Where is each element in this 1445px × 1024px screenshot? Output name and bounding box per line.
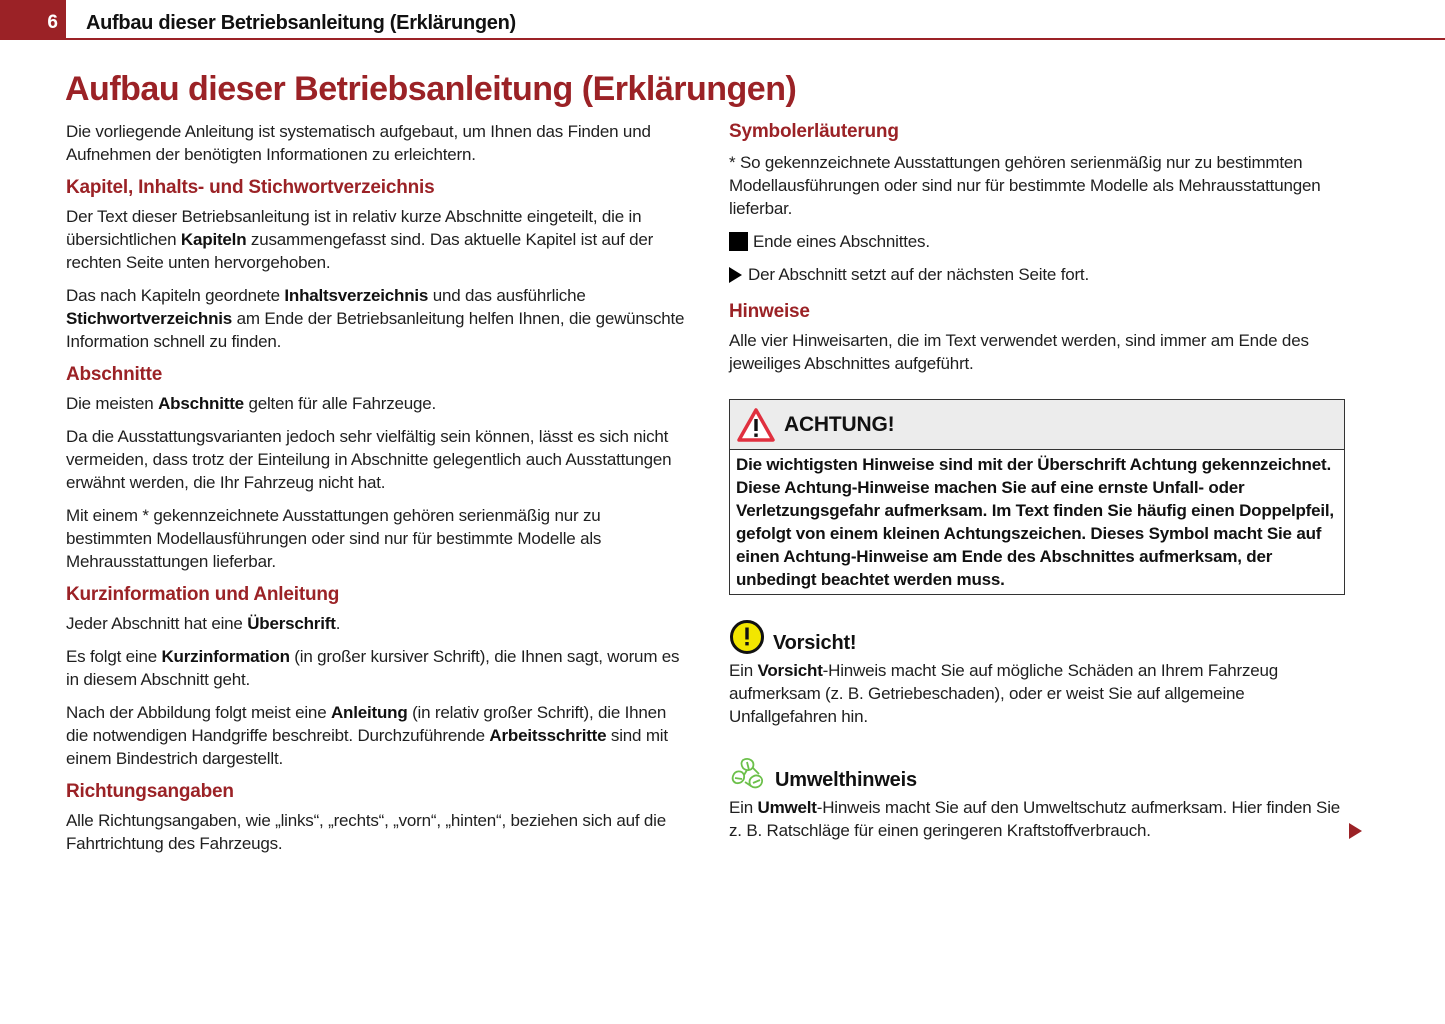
warning-triangle-icon: [736, 407, 776, 443]
kapitel-paragraph-2: Das nach Kapiteln geordnete Inhaltsverzeichnis und das ausführliche Stichwortverzeichnis am Ende der Betriebsanleitung helfen Ihnen, die gewünschte Information schnell zu finden.: [66, 286, 685, 351]
right-column: [729, 120, 1349, 852]
running-header-title: Aufbau dieser Betriebsanleitung (Erklärungen): [86, 12, 516, 34]
abschnitte-paragraph-2: Da die Ausstattungsvarianten jedoch sehr vielfältig sein können, lässt es sich nicht vermeiden, dass trotz der Einteilung in Abschnitte gelegentlich auch Ausstattungen erwähnt werden, die Ihr Fahrzeug nicht hat.: [66, 427, 672, 492]
page-title: Aufbau dieser Betriebsanleitung (Erklärungen): [65, 70, 797, 108]
kurzinfo-paragraph-1: Jeder Abschnitt hat eine Überschrift.: [66, 614, 341, 633]
end-of-section-row: [729, 230, 1349, 253]
section-abschnitte: [66, 363, 686, 573]
abschnitte-paragraph-3: Mit einem * gekennzeichnete Ausstattungen gehören serienmäßig nur zu bestimmten Modellausführungen oder sind nur für bestimmte Modelle als Mehrausstattungen lieferbar.: [66, 506, 602, 571]
page-number: 6: [47, 12, 58, 33]
achtung-box-header: [730, 400, 1344, 450]
section-richtungsangaben: [66, 780, 686, 855]
umwelt-paragraph: Ein Umwelt-Hinweis macht Sie auf den Umweltschutz aufmerksam. Hier finden Sie z. B. Ratschläge für einen geringeren Kraftstoffverbrauch.: [729, 798, 1341, 840]
achtung-box: [729, 399, 1345, 595]
achtung-body: Die wichtigsten Hinweise sind mit der Überschrift Achtung gekennzeichnet. Diese Achtung-Hinweise machen Sie auf eine ernste Unfall- oder Verletzungsgefahr aufmerksam. Im Text finden Sie häufig einen Doppelpfeil, gefolgt von einem kleinen Achtungszeichen. Dieses Symbol macht Sie auf einen Achtung-Hinweise am Ende des Abschnittes aufmerksam, der unbedingt beachtet werden muss.: [736, 455, 1334, 589]
vorsicht-paragraph: Ein Vorsicht-Hinweis macht Sie auf mögliche Schäden an Ihrem Fahrzeug aufmerksam (z. B. Getriebeschaden), oder er weist Sie auf allgemeine Unfallgefahren hin.: [729, 661, 1279, 726]
recycle-leaves-icon: [729, 756, 767, 792]
kapitel-paragraph-1: Der Text dieser Betriebsanleitung ist in relativ kurze Abschnitte eingeteilt, die in übersichtlichen Kapiteln zusammengefasst sind. Das aktuelle Kapitel ist auf der rechten Seite unten hervorgehoben.: [66, 207, 654, 272]
heading-symbolerlaeuterung: Symbolerläuterung: [729, 121, 899, 142]
section-symbolerlaeuterung: [729, 120, 1349, 286]
heading-abschnitte: Abschnitte: [66, 364, 163, 385]
intro-paragraph: Die vorliegende Anleitung ist systematisch aufgebaut, um Ihnen das Finden und Aufnehmen der benötigten Informationen zu erleichtern.: [66, 122, 651, 164]
heading-kurzinformation: Kurzinformation und Anleitung: [66, 584, 340, 605]
kurzinfo-paragraph-3: Nach der Abbildung folgt meist eine Anleitung (in relativ großer Schrift), die Ihnen die notwendigen Handgriffe beschreibt. Durchzuführende Arbeitsschritte sind mit einem Bindestrich dargestellt.: [66, 703, 668, 768]
continue-triangle-icon: [729, 267, 742, 283]
header-rule: [66, 38, 1445, 40]
umwelt-title: Umwelthinweis: [775, 769, 917, 791]
end-of-section-text: Ende eines Abschnittes.: [753, 232, 930, 251]
next-page-arrow-icon: [1349, 823, 1362, 839]
hinweise-paragraph: Alle vier Hinweisarten, die im Text verwendet werden, sind immer am Ende des jeweiliges Abschnittes aufgeführt.: [729, 331, 1309, 373]
heading-kapitel: Kapitel, Inhalts- und Stichwortverzeichnis: [66, 177, 435, 198]
umwelt-header: [729, 756, 1349, 792]
exclamation-circle-icon: [729, 619, 765, 655]
vorsicht-header: [729, 619, 1349, 655]
section-kapitel: [66, 176, 686, 353]
abschnitte-paragraph-1: Die meisten Abschnitte gelten für alle Fahrzeuge.: [66, 394, 437, 413]
continue-row: [729, 263, 1349, 286]
end-of-section-square-icon: [729, 232, 748, 251]
heading-hinweise: Hinweise: [729, 301, 810, 322]
achtung-title: ACHTUNG!: [784, 413, 895, 436]
kurzinfo-paragraph-2: Es folgt eine Kurzinformation (in großer kursiver Schrift), die Ihnen sagt, worum es in diesem Abschnitt geht.: [66, 647, 680, 689]
vorsicht-title: Vorsicht!: [773, 632, 857, 654]
section-kurzinformation: [66, 583, 686, 770]
star-explanation: * So gekennzeichnete Ausstattungen gehören serienmäßig nur zu bestimmten Modellausführungen oder sind nur für bestimmte Modelle als Mehrausstattungen lieferbar.: [729, 153, 1321, 218]
left-column: [66, 120, 686, 865]
continue-text: Der Abschnitt setzt auf der nächsten Seite fort.: [748, 265, 1089, 284]
richtung-paragraph: Alle Richtungsangaben, wie „links“, „rechts“, „vorn“, „hinten“, beziehen sich auf die Fahrtrichtung des Fahrzeugs.: [66, 811, 667, 853]
section-hinweise: [729, 300, 1349, 375]
heading-richtungsangaben: Richtungsangaben: [66, 781, 234, 802]
